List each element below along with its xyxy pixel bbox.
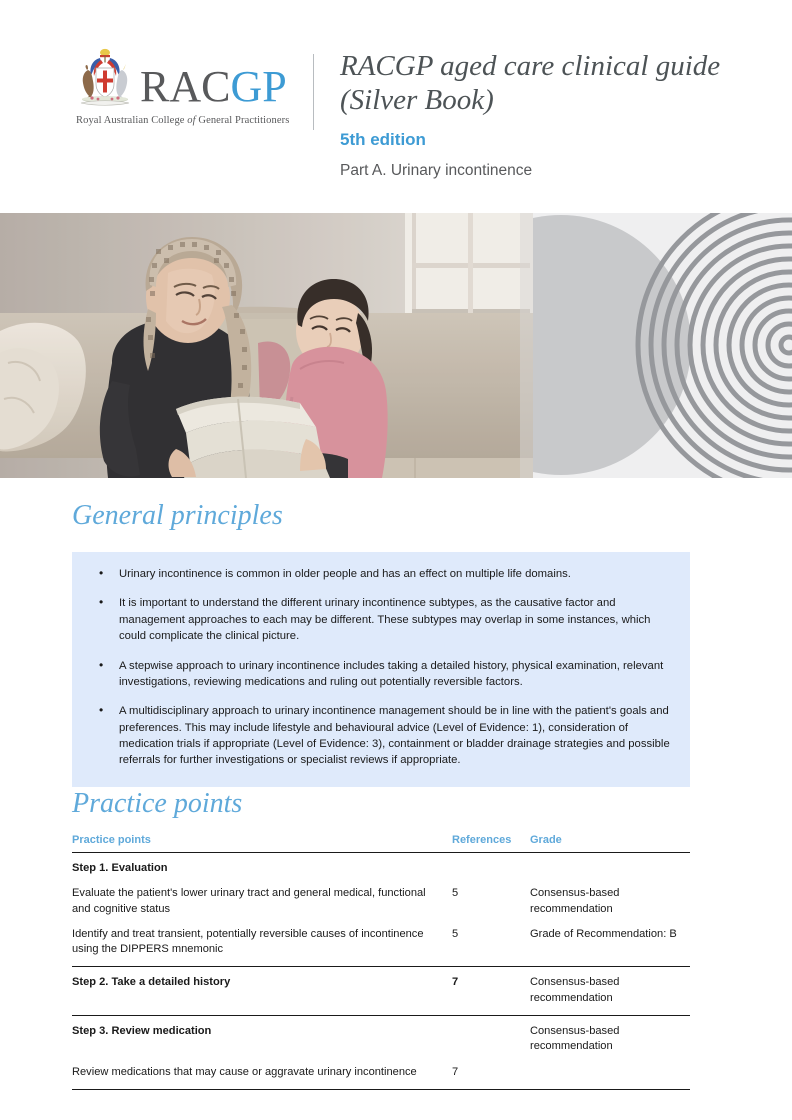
racgp-wordmark <box>140 62 287 112</box>
cell-references <box>450 853 528 882</box>
tagline-pre: Royal Australian College <box>76 115 188 126</box>
tagline-post: General Practitioners <box>195 115 290 126</box>
part-label: Part A. Urinary incontinence <box>340 161 533 179</box>
list-item: • Urinary incontinence is common in older people and has an effect on multiple life domains. <box>90 566 672 582</box>
table-row <box>72 1060 690 1089</box>
title-block <box>340 50 760 180</box>
cell-practice-point: Step 3. Review medication <box>72 1016 450 1060</box>
banner <box>0 213 792 478</box>
cell-grade: Consensus-based recommendation <box>528 967 690 1016</box>
table-row <box>72 853 690 882</box>
edition-label: 5th edition <box>340 129 426 149</box>
practice-points-table <box>72 834 690 1090</box>
cell-practice-point: Identify and treat transient, potentially reversible causes of incontinence using the DIPPERS mnemonic <box>72 927 424 956</box>
banner-photo <box>0 213 533 478</box>
cell-practice-point: Step 2. Take a detailed history <box>72 967 450 1016</box>
general-principles-panel <box>72 552 690 787</box>
banner-decoration <box>533 213 792 478</box>
cell-practice-point: Review medications that may cause or aggravate urinary incontinence <box>72 1065 417 1078</box>
cell-grade: Consensus-based recommendation <box>528 1016 690 1060</box>
practice-points-heading: Practice points <box>72 788 243 819</box>
cell-references: 5 <box>452 927 459 940</box>
tagline-of: of <box>187 115 196 126</box>
cell-references: 5 <box>452 887 459 900</box>
wordmark-rac: RAC <box>140 62 231 112</box>
cell-references <box>450 1016 528 1060</box>
general-principles-heading: General principles <box>72 500 283 531</box>
logo-tagline <box>76 115 301 126</box>
table-bottom-border <box>72 1089 690 1090</box>
cell-references: 7 <box>450 967 528 1016</box>
document-title: RACGP aged care clinical guide (Silver Book) <box>340 50 721 116</box>
wordmark-gp: GP <box>230 62 287 112</box>
column-header-grade: Grade <box>528 834 690 853</box>
table-row <box>72 1016 690 1060</box>
table-row <box>72 967 690 1016</box>
table-header-row <box>72 834 690 853</box>
cell-references: 7 <box>452 1065 459 1078</box>
column-header-references: References <box>450 834 528 853</box>
header-divider <box>313 54 314 130</box>
table-row <box>72 922 690 967</box>
list-item: • A stepwise approach to urinary incontinence includes taking a detailed history, physical examination, relevant investigations, reviewing medications and ruling out potentially reversible factors. <box>90 658 672 691</box>
table-row <box>72 881 690 922</box>
document-header <box>0 0 792 213</box>
logo-row <box>76 46 301 112</box>
cell-grade: Grade of Recommendation: B <box>530 927 677 940</box>
cell-grade <box>528 1060 690 1089</box>
cell-grade <box>528 853 690 882</box>
list-item: • It is important to understand the different urinary incontinence subtypes, as the causative factor and management approaches to each may be different. These subtypes may overlap in some instances, which could complicate the clinical picture. <box>90 595 672 644</box>
list-item: • A multidisciplinary approach to urinary incontinence management should be in line with the patient's goals and preferences. This may include lifestyle and behavioural advice (Level of Evidence: 1), consideration of medication trials if appropriate (Level of Evidence: 3), containment or bladder drainage strategies and possible referrals for further investigations or specialist reviews if appropriate. <box>90 703 672 769</box>
racgp-logo <box>76 46 301 126</box>
general-principles-list <box>90 566 672 769</box>
cell-practice-point: Evaluate the patient's lower urinary tract and general medical, functional and cognitive status <box>72 887 426 915</box>
cell-practice-point: Step 1. Evaluation <box>72 862 168 874</box>
table <box>72 834 690 1089</box>
racgp-coat-of-arms-icon <box>76 46 134 108</box>
cell-grade: Consensus-based recommendation <box>530 887 620 915</box>
column-header-practice-points: Practice points <box>72 834 450 853</box>
